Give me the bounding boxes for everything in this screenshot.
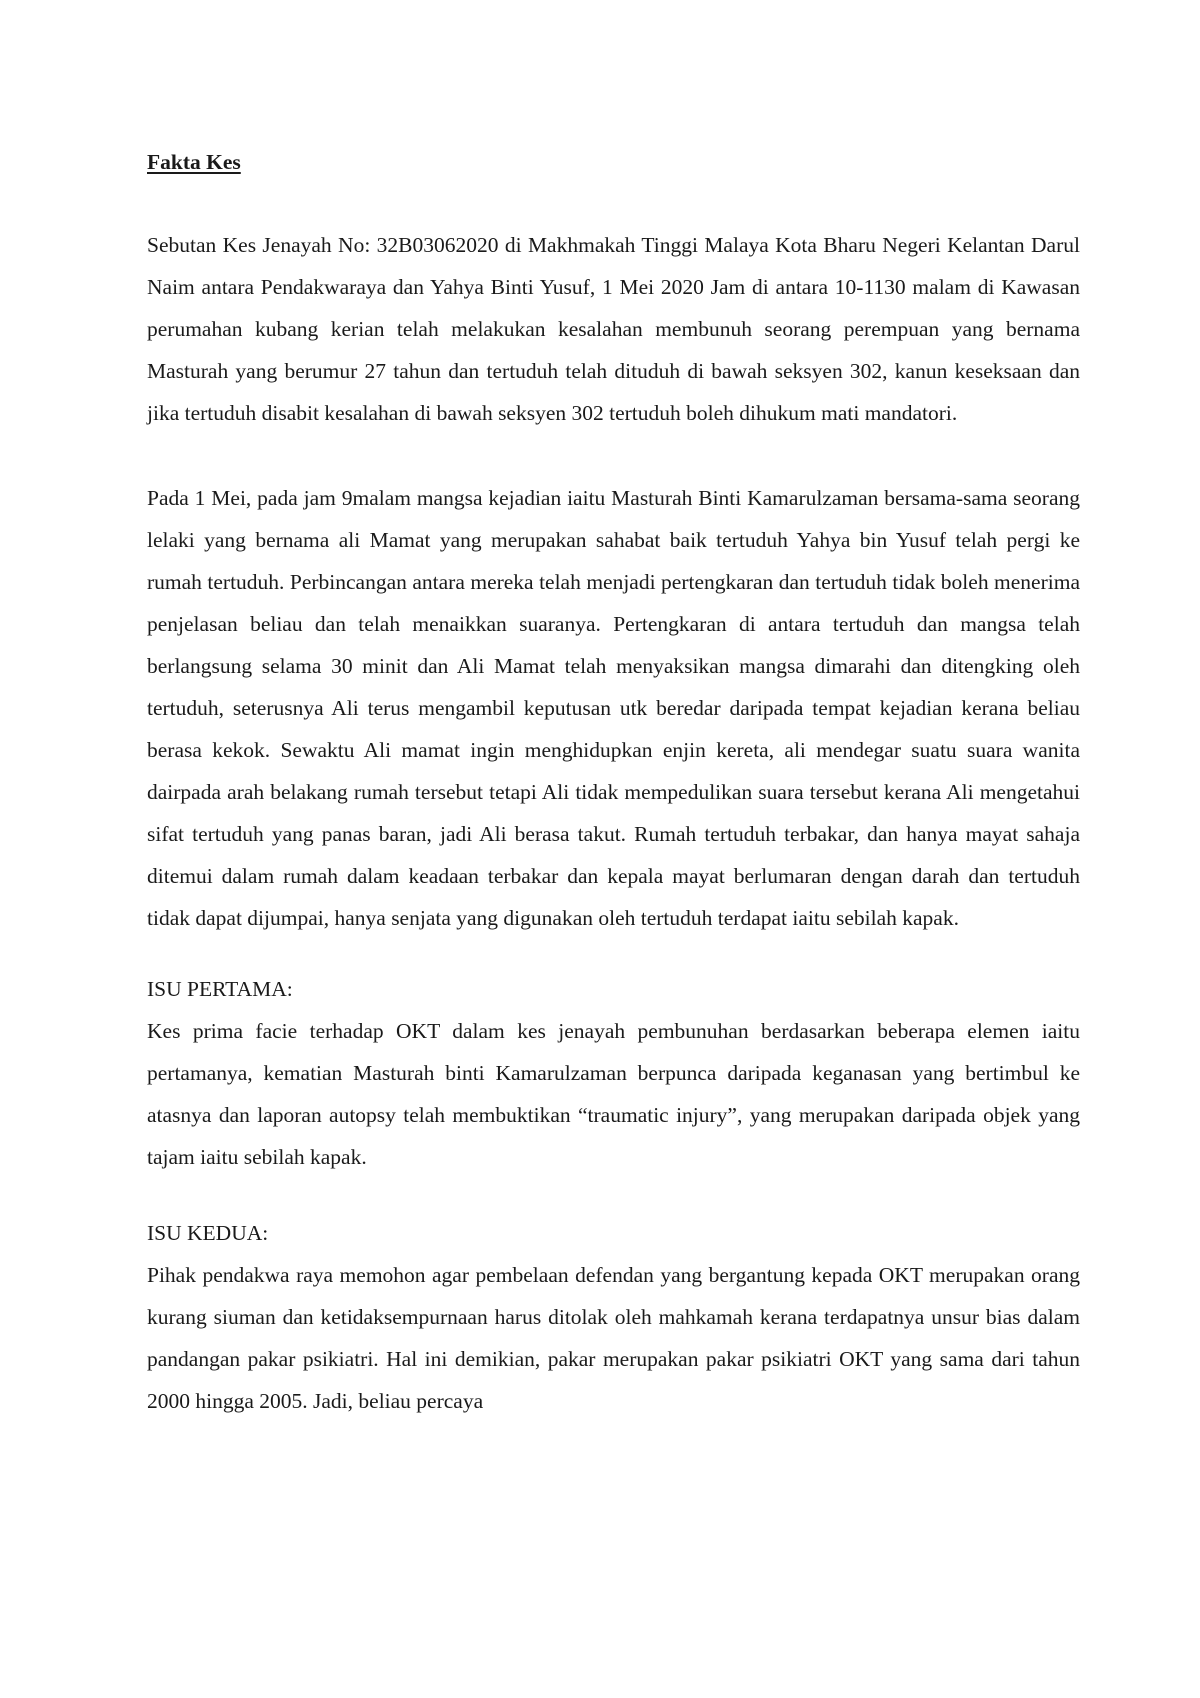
issue-one-body: Kes prima facie terhadap OKT dalam kes jenayah pembunuhan berdasarkan beberapa elemen iaitu pertamanya, kematian Masturah binti Kamarulzaman berpunca daripada keganasan yang bertimbul ke atasnya dan laporan autopsy telah membuktikan “traumatic injury”, yang merupakan daripada objek yang tajam iaitu sebilah kapak. bbox=[147, 1019, 1080, 1169]
document-heading: Fakta Kes bbox=[147, 150, 241, 174]
issue-two-body: Pihak pendakwa raya memohon agar pembelaan defendan yang bergantung kepada OKT merupakan orang kurang siuman dan ketidaksempurnaan harus ditolak oleh mahkamah kerana terdapatnya unsur bias dalam pandangan pakar psikiatri. Hal ini demikian, pakar merupakan pakar psikiatri OKT yang sama dari tahun 2000 hingga 2005. Jadi, beliau percaya bbox=[147, 1263, 1080, 1413]
issue-two-title: ISU KEDUA: bbox=[147, 1221, 269, 1245]
issue-one-title: ISU PERTAMA: bbox=[147, 977, 293, 1001]
issue-two-section bbox=[147, 1212, 1080, 1422]
case-facts-paragraph: Pada 1 Mei, pada jam 9malam mangsa kejadian iaitu Masturah Binti Kamarulzaman bersama-sama seorang lelaki yang bernama ali Mamat yang merupakan sahabat baik tertuduh Yahya bin Yusuf telah pergi ke rumah tertuduh. Perbincangan antara mereka telah menjadi pertengkaran dan tertuduh tidak boleh menerima penjelasan beliau dan telah menaikkan suaranya. Pertengkaran di antara tertuduh dan mangsa telah berlangsung selama 30 minit dan Ali Mamat telah menyaksikan mangsa dimarahi dan ditengking oleh tertuduh, seterusnya Ali terus mengambil keputusan utk beredar daripada tempat kejadian kerana beliau berasa kekok. Sewaktu Ali mamat ingin menghidupkan enjin kereta, ali mendegar suatu suara wanita dairpada arah belakang rumah tersebut tetapi Ali tidak mempedulikan suara tersebut kerana Ali mengetahui sifat tertuduh yang panas baran, jadi Ali berasa takut. Rumah tertuduh terbakar, dan hanya mayat sahaja ditemui dalam rumah dalam keadaan terbakar dan kepala mayat berlumaran dengan darah dan tertuduh tidak dapat dijumpai, hanya senjata yang digunakan oleh tertuduh terdapat iaitu sebilah kapak. bbox=[147, 486, 1080, 930]
case-summary-paragraph: Sebutan Kes Jenayah No: 32B03062020 di Makhmakah Tinggi Malaya Kota Bharu Negeri Kelantan Darul Naim antara Pendakwaraya dan Yahya Binti Yusuf, 1 Mei 2020 Jam di antara 10-1130 malam di Kawasan perumahan kubang kerian telah melakukan kesalahan membunuh seorang perempuan yang bernama Masturah yang berumur 27 tahun dan tertuduh telah dituduh di bawah seksyen 302, kanun keseksaan dan jika tertuduh disabit kesalahan di bawah seksyen 302 tertuduh boleh dihukum mati mandatori. bbox=[147, 233, 1080, 425]
issue-one-section bbox=[147, 968, 1080, 1178]
